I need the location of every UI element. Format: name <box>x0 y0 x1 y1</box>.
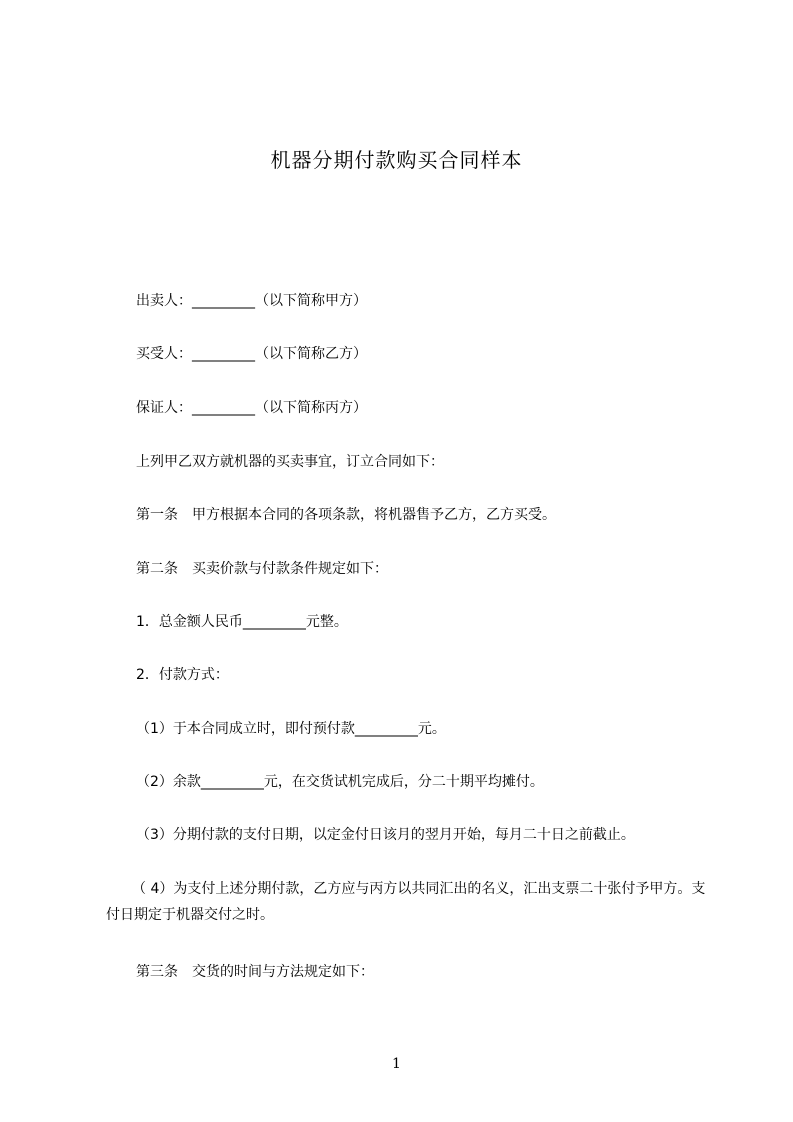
clause-total-amount: 1．总金额人民币_________元整。 <box>136 614 348 630</box>
article-1: 第一条 甲方根据本合同的各项条款，将机器售予乙方，乙方买受。 <box>136 507 556 523</box>
clause-sub-3: （3）分期付款的支付日期，以定金付日该月的翌月开始，每月二十日之前截止。 <box>136 827 635 843</box>
buyer-line: 买受人：_________（以下简称乙方） <box>136 346 367 362</box>
document-title: 机器分期付款购买合同样本 <box>270 148 523 172</box>
clause-sub-1: （1）于本合同成立时，即付预付款_________元。 <box>136 721 446 737</box>
guarantor-line: 保证人：_________（以下简称丙方） <box>136 400 367 416</box>
article-3: 第三条 交货的时间与方法规定如下： <box>136 964 374 980</box>
seller-line: 出卖人：_________（以下简称甲方） <box>136 293 367 309</box>
article-2: 第二条 买卖价款与付款条件规定如下： <box>136 561 388 577</box>
clause-sub-4: （ 4）为支付上述分期付款，乙方应与丙方以共同汇出的名义，汇出支票二十张付予甲方。支付日期定于机器交付之时。 <box>106 881 706 923</box>
clause-sub-2: （2）余款_________元，在交货试机完成后，分二十期平均摊付。 <box>136 774 544 790</box>
page-number: 1 <box>392 1056 401 1072</box>
clause-payment-method: 2．付款方式： <box>136 667 229 683</box>
preamble: 上列甲乙双方就机器的买卖事宜，订立合同如下： <box>136 454 444 470</box>
